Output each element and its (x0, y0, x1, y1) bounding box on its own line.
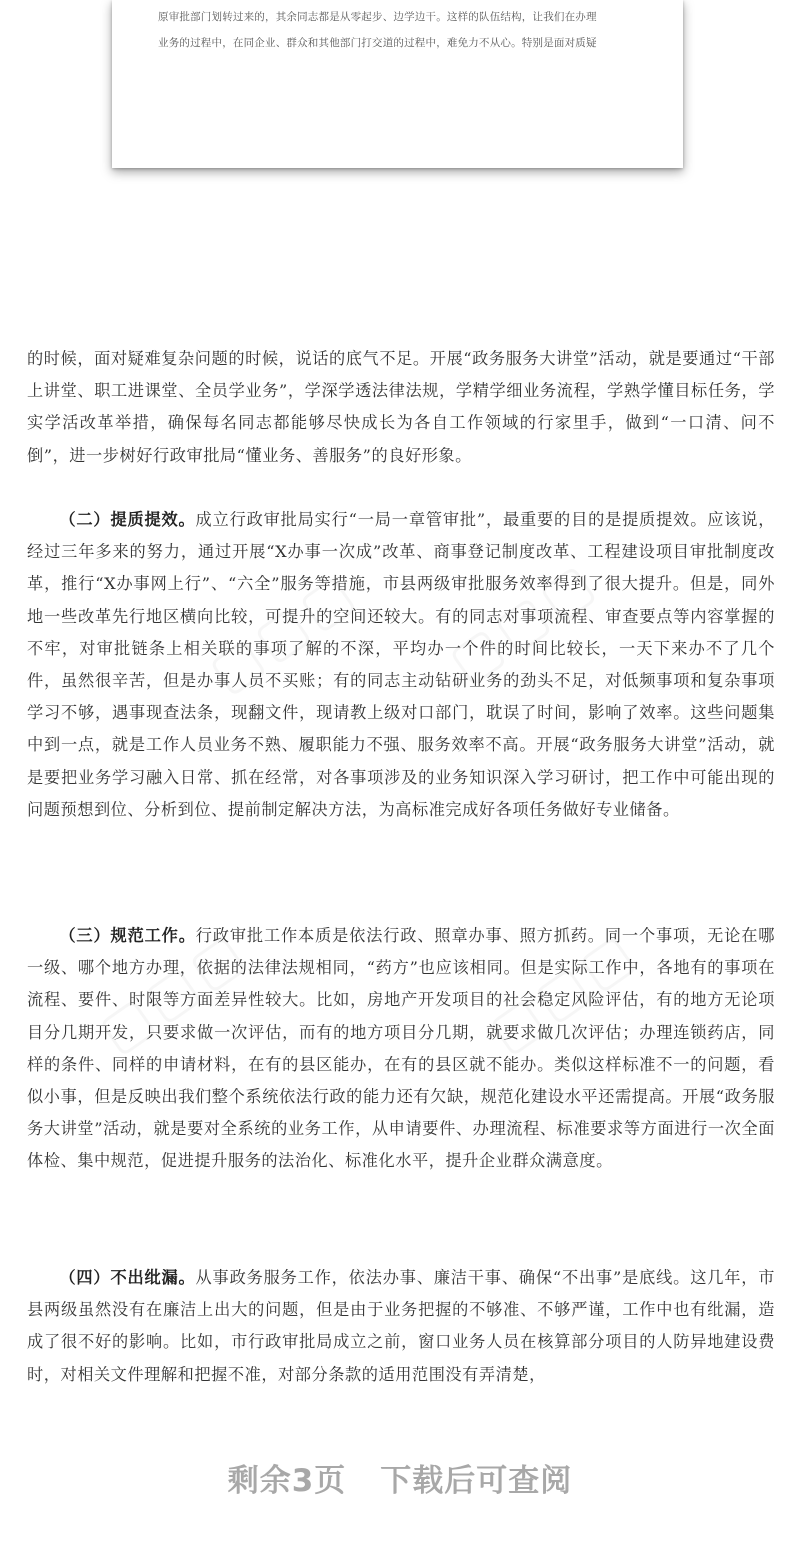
download-to-view-label[interactable]: 下载后可查阅 (380, 1463, 573, 1499)
section-text-4: 从事政务服务工作，依法办事、廉洁干事、确保“不出事”是底线。这几年，市县两级虽然没有在廉洁上出大的问题，但是由于业务把握的不够准、不够严谨，工作中也有纰漏，造成了很不好的影响。比如，市行政审批局成立之前，窗口业务人员在核算部分项目的人防异地建设费时，对相关文件理解和把握不准，对部分条款的适用范围没有弄清楚， (27, 1268, 775, 1384)
preview-text-line: 原审批部门划转过来的，其余同志都是从零起步、边学边干。这样的队伍结构，让我们在办理 (158, 11, 597, 23)
paragraph-no-mistakes (27, 1262, 775, 1391)
paragraph-intro-continuation: 的时候，面对疑难复杂问题的时候，说话的底气不足。开展“政务服务大讲堂”活动，就是要通过“干部上讲堂、职工进课堂、全员学业务”，学深学透法律法规，学精学细业务流程，学熟学懂目标任务，学实学活改革举措，确保每名同志都能够尽快成长为各自工作领域的行家里手，做到“一口清、问不倒”，进一步树好行政审批局“懂业务、善服务”的良好形象。 (27, 349, 775, 465)
section-heading-4: （四）不出纰漏。 (59, 1268, 196, 1287)
page-preview-card (112, 0, 683, 168)
download-prompt[interactable] (0, 1455, 800, 1500)
paragraph-standardize-work (27, 920, 775, 1178)
remaining-pages-label: 剩余3页 (227, 1463, 347, 1499)
section-heading-2: （二）提质提效。 (59, 510, 196, 529)
section-text-2: 成立行政审批局实行“一局一章管审批”，最重要的目的是提质提效。应该说，经过三年多来的努力，通过开展“X办事一次成”改革、商事登记制度改革、工程建设项目审批制度改革，推行“X办事网上行”、“六全”服务等措施，市县两级审批服务效率得到了很大提升。但是，同外地一些改革先行地区横向比较，可提升的空间还较大。有的同志对事项流程、审查要点等内容掌握的不牢，对审批链条上相关联的事项了解的不深，平均办一个件的时间比较长，一天下来办不了几个件，虽然很辛苦，但是办事人员不买账；有的同志主动钻研业务的劲头不足，对低频事项和复杂事项学习不够，遇事现查法条，现翻文件，现请教上级对口部门，耽误了时间，影响了效率。这些问题集中到一点，就是工作人员业务不熟、履职能力不强、服务效率不高。开展“政务服务大讲堂”活动，就是要把业务学习融入日常、抓在经常，对各事项涉及的业务知识深入学习研讨，把工作中可能出现的问题预想到位、分析到位、提前制定解决方法，为高标准完成好各项任务做好专业储备。 (27, 510, 775, 819)
section-heading-3: （三）规范工作。 (59, 926, 196, 945)
preview-text-line: 业务的过程中，在同企业、群众和其他部门打交道的过程中，难免力不从心。特别是面对质疑 (158, 37, 597, 49)
section-text-3: 行政审批工作本质是依法行政、照章办事、照方抓药。同一个事项，无论在哪一级、哪个地方办理，依据的法律法规相同，“药方”也应该相同。但是实际工作中，各地有的事项在流程、要件、时限等方面差异性较大。比如，房地产开发项目的社会稳定风险评估，有的地方无论项目分几期开发，只要求做一次评估，而有的地方项目分几期，就要求做几次评估；办理连锁药店，同样的条件、同样的申请材料，在有的县区能办，在有的县区就不能办。类似这样标准不一的问题，看似小事，但是反映出我们整个系统依法行政的能力还有欠缺，规范化建设水平还需提高。开展“政务服务大讲堂”活动，就是要对全系统的业务工作，从申请要件、办理流程、标准要求等方面进行一次全面体检、集中规范，促进提升服务的法治化、标准化水平，提升企业群众满意度。 (27, 926, 775, 1171)
paragraph-quality-efficiency (27, 504, 775, 826)
